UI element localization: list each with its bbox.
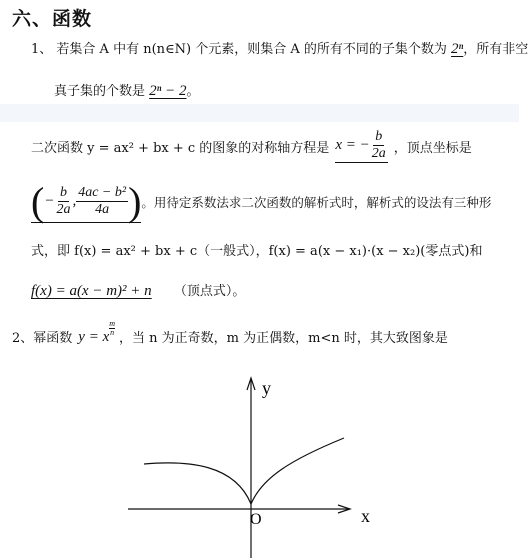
quadratic-line-3 <box>31 240 482 259</box>
item-2-number: 2、 <box>12 331 34 346</box>
quadratic-line-4 <box>31 280 245 300</box>
vertex-coordinate <box>31 178 142 224</box>
vertex-y-denominator: 4a <box>95 202 110 217</box>
item-1-text: 若集合 A 中有 n(n∈N) 个元素，则集合 A 的所有不同的子集个数为 <box>56 42 447 57</box>
axis-denominator: 2a <box>371 146 386 161</box>
vertex-form: f(x) = a(x − m)² + n <box>31 283 152 299</box>
axis-fraction <box>370 129 388 162</box>
vertex-left-paren: ( <box>31 178 45 224</box>
vertex-x-numerator: b <box>59 185 67 200</box>
vertex-comma: , <box>72 193 77 209</box>
power-function-base: y = x <box>78 329 110 345</box>
axis-numerator: b <box>375 129 383 144</box>
axis-equation <box>335 129 387 163</box>
exponent-denominator: n <box>110 328 115 337</box>
quadratic-line-2-text: 。用待定系数法求二次函数的解析式时，解析式的设法有三种形 <box>141 195 492 210</box>
vertex-x-sign: − <box>44 193 55 209</box>
item-1-tail: ，所有非空 <box>463 42 528 57</box>
vertex-right-paren: ) <box>128 178 142 224</box>
x-axis-label: x <box>361 506 370 526</box>
vertex-x-denominator: 2a <box>56 202 71 217</box>
power-exponent <box>109 320 115 337</box>
y-axis-label: y <box>262 378 271 398</box>
subset-count: 2ⁿ <box>451 41 464 57</box>
vertex-x-fraction <box>54 185 72 218</box>
item-1-line-2-end: 。 <box>186 84 200 99</box>
item-1-number: 1、 <box>31 42 53 57</box>
section-title: 六、函数 <box>12 8 93 30</box>
vertex-form-label: （顶点式）。 <box>173 284 246 299</box>
item-2-line <box>12 318 448 346</box>
item-2-prefix: 幂函数 <box>33 331 73 346</box>
item-1-line-1 <box>31 38 528 58</box>
quadratic-line-3-text: 式，即 f(x) = ax² + bx + c（一般式），f(x) = a(x − x₁)·(x − x₂)(零点式)和 <box>31 244 483 259</box>
item-1-line-2-text: 真子集的个数是 <box>54 84 146 99</box>
exponent-numerator: m <box>109 319 116 328</box>
vertex-label: ，顶点坐标是 <box>393 140 472 156</box>
quadratic-line-1-text: 二次函数 y = ax² + bx + c 的图象的对称轴方程是 <box>31 140 330 156</box>
item-1-line-2 <box>54 80 200 100</box>
quadratic-line-2 <box>31 180 491 224</box>
origin-label: O <box>250 511 262 528</box>
axis-eq-prefix: x = − <box>335 137 370 153</box>
function-curve <box>144 438 344 504</box>
item-2-suffix: ，当 n 为正奇数，m 为正偶数，m<n 时，其大致图象是 <box>119 331 448 346</box>
power-function-graph <box>0 360 519 560</box>
separator-band <box>0 104 519 122</box>
quadratic-line-1 <box>31 128 472 164</box>
vertex-y-numerator: 4ac − b² <box>78 185 127 200</box>
vertex-y-fraction <box>76 185 128 218</box>
proper-subset-count: 2ⁿ − 2 <box>149 83 187 99</box>
